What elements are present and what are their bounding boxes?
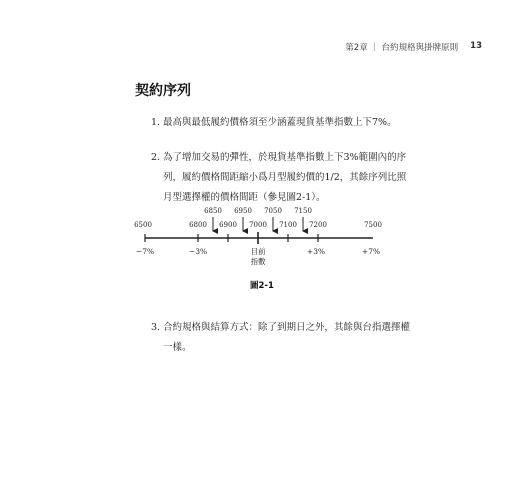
paragraph-1: [151, 113, 397, 133]
figure-caption: 圖2-1: [250, 281, 274, 291]
paragraph-number: 2.: [151, 152, 161, 163]
axis-label-6800: 6800: [189, 221, 207, 229]
axis-label-6500: 6500: [134, 221, 152, 229]
arrow-label-6850: 6850: [204, 207, 222, 215]
chapter-label: [345, 41, 458, 53]
percent-label-minus-3: −3%: [188, 247, 208, 256]
axis-label-6900: 6900: [219, 221, 237, 229]
paragraph-line: 一樣。: [163, 342, 192, 353]
page-number: 13: [470, 41, 482, 51]
chapter-divider: ｜: [370, 43, 379, 53]
chapter-number: 第2章: [345, 43, 368, 53]
arrow-label-7150: 7150: [294, 207, 312, 215]
paragraph-line: 合約規格與結算方式：除了到期日之外，其餘與台指選擇權: [163, 322, 411, 333]
chapter-title: 台約規格與掛牌原則: [381, 43, 459, 53]
paragraph-2: [151, 148, 407, 208]
paragraph-number: 1.: [151, 117, 161, 128]
percent-label-plus-7: +7%: [361, 247, 381, 256]
strike-price-diagram: [120, 200, 400, 275]
page-header: [272, 41, 482, 53]
paragraph-number: 3.: [151, 322, 161, 333]
paragraph-line: 最高與最低履約價格須至少涵蓋現貨基準指數上下7%。: [163, 117, 397, 128]
current-index-label: 目前: [250, 247, 266, 256]
paragraph-line: 列，履約價格間距縮小爲月型履約價的1/2，其餘序列比照: [163, 172, 407, 183]
axis-label-7500: 7500: [364, 221, 382, 229]
axis-label-7200: 7200: [309, 221, 327, 229]
paragraph-line: 月型選擇權的價格間距（參見圖2-1）。: [163, 192, 326, 203]
percent-label-plus-3: +3%: [306, 247, 326, 256]
arrow-label-7050: 7050: [264, 207, 282, 215]
section-title: 契約序列: [135, 83, 191, 99]
current-index-label: 指數: [250, 257, 266, 266]
paragraph-line: 為了增加交易的彈性，於現貨基準指數上下3%範圍內的序: [163, 152, 407, 163]
arrow-label-6950: 6950: [234, 207, 252, 215]
paragraph-3: [151, 318, 411, 358]
axis-label-7000: 7000: [249, 221, 267, 229]
axis-label-7100: 7100: [279, 221, 297, 229]
percent-label-minus-7: −7%: [135, 247, 155, 256]
